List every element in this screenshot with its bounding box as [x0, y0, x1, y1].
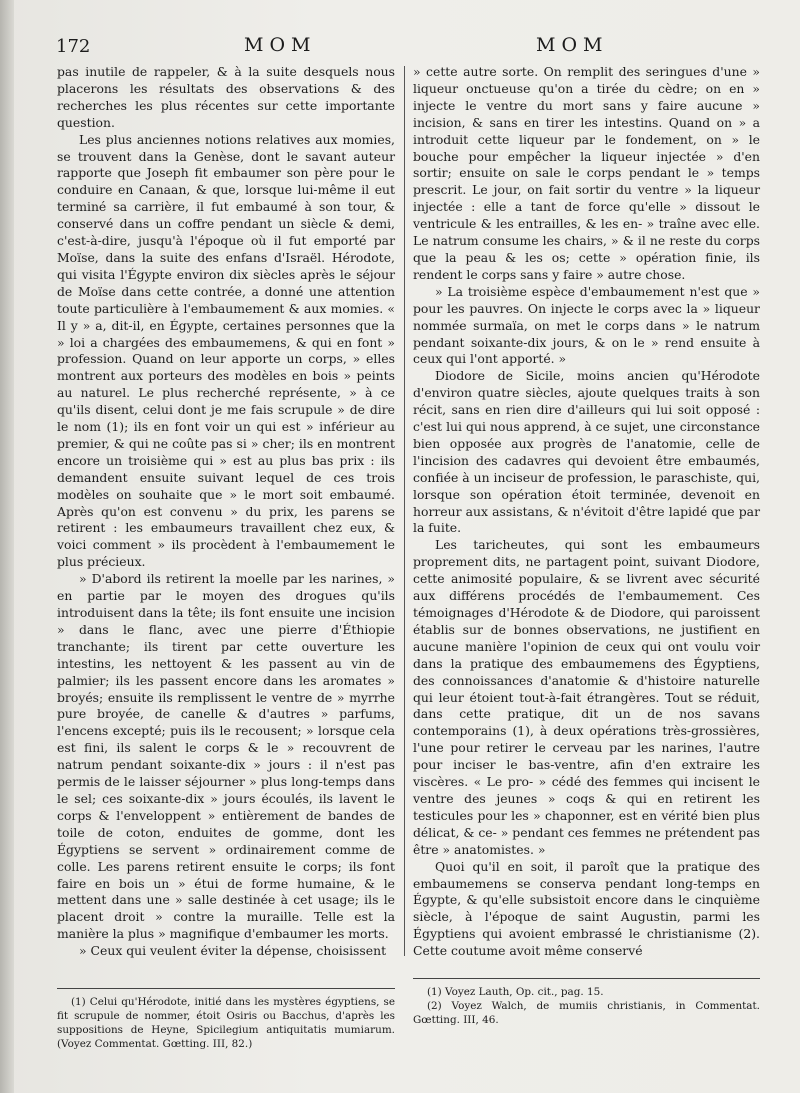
paragraph: Diodore de Sicile, moins ancien qu'Hérodote d'environ quatre siècles, ajoute quelques traits à son récit, sans en rien dire d'ailleurs qui lui soit opposé : c'est lui qui nous apprend, à ce sujet, une circonstance bien opposée aux progrès de l'anatomie, celle de l'incision des cadavres qui devoient être embaumés, confiée à un inciseur de profession, le paraschiste, qui, lorsque son opération étoit terminée, devenoit en horreur aux assistans, & n'évitoit d'être lapidé que par la fuite.	[413, 368, 760, 536]
paragraph: Les taricheutes, qui sont les embaumeurs proprement dits, ne partagent point, suivant Diodore, cette animosité populaire, & se livrent avec sécurité aux différens procédés de l'embaumement. Ces témoignages d'Hérodote & de Diodore, qui paroissent établis sur de bonnes observations, ne justifient en aucune manière l'opinion de ceux qui ont voulu voir dans la pratique des embaumemens des Égyptiens, des connoissances d'anatomie & d'histoire naturelle qui leur étoient tout-à-fait étrangères. Tout se réduit, dans cette pratique, dit un de nos savans contemporains (1), à deux opérations très-grossières, l'une pour retirer le cerveau par les narines, l'autre pour inciser le bas-ventre, afin d'en extraire les viscères. « Le pro- » cédé des femmes qui incisent le ventre des jeunes » coqs & qui en retirent les testicules pour les » chaponner, est en vérité bien plus délicat, & ce- » pendant ces femmes ne prétendent pas être » anatomistes. »	[413, 537, 760, 857]
running-head-left: MOM	[244, 34, 317, 56]
footnote: (1) Voyez Lauth, Op. cit., pag. 15.	[427, 986, 604, 998]
paragraph: » La troisième espèce d'embaumement n'est que » pour les pauvres. On injecte le corps avec la » liqueur nommée surmaïa, on met le corps dans » le natrum pendant soixante-dix jours, & on le » rend ensuite à ceux qui l'ont apporté. »	[413, 283, 760, 367]
column-divider	[404, 66, 405, 956]
paragraph: » cette autre sorte. On remplit des seringues d'une » liqueur onctueuse qu'on a tirée du cèdre; on en » injecte le ventre du mort sans y faire aucune » incision, & sans en tirer les intestins. Quand on » a introduit cette liqueur par le fondement, on » le bouche pour empêcher la liqueur injectée » d'en sortir; ensuite on sale le corps pendant le » temps prescrit. Le jour, on fait sortir du ventre » la liqueur injectée : elle a tant de force qu'elle » dissout le ventricule & les entrailles, & les en- » traîne avec elle. Le natrum consume les chairs, » & il ne reste du corps que la peau & les os; cette » opération finie, ils rendent le corps sans y faire » autre chose.	[413, 64, 760, 282]
paragraph: » Ceux qui veulent éviter la dépense, choisissent	[79, 943, 387, 959]
paragraph: Quoi qu'il en soit, il paroît que la pratique des embaumemens se conserva pendant long-temps en Égypte, & qu'elle subsistoit encore dans le cinquième siècle, à l'époque de saint Augustin, parmi les Égyptiens qui avoient embrassé le christianisme (2). Cette coutume avoit même conservé	[413, 858, 760, 959]
right-column	[413, 64, 760, 960]
footnote: (2) Voyez Walch, de mumiis christianis, in Commentat. Gœtting. III, 46.	[413, 1000, 760, 1026]
page-header	[56, 34, 740, 58]
paragraph: Les plus anciennes notions relatives aux momies, se trouvent dans la Genèse, dont le savant auteur rapporte que Joseph fit embaumer son père pour le conduire en Canaan, & que, lorsque lui-même il eut terminé sa carrière, il fut embaumé à son tour, & conservé dans un coffre pendant un siècle & demi, c'est-à-dire, jusqu'à l'époque où il fut emporté par Moïse, dans la suite des enfans d'Israël. Hérodote, qui visita l'Égypte environ dix siècles après le séjour de Moïse dans cette contrée, a donné une attention toute particulière à l'embaumement & aux momies. « Il y » a, dit-il, en Égypte, certaines personnes que la » loi a chargées des embaumemens, & qui en font » profession. Quand on leur apporte un corps, » elles montrent aux porteurs des modèles en bois » peints au naturel. Le plus recherché représente, » à ce qu'ils disent, celui dont je me fais scrupule » de dire le nom (1); ils en font voir un qui est » inférieur au premier, & qui ne coûte pas si » cher; ils en montrent encore un troisième qui » est au plus bas prix : ils demandent ensuite suivant lequel de ces trois modèles on souhaite que » le mort soit embaumé. Après qu'on est convenu » du prix, les parens se retirent : les embaumeurs travaillent chez eux, & voici comment » ils procèdent à l'embaumement le plus précieux.	[57, 131, 395, 570]
paragraph: pas inutile de rappeler, & à la suite desquels nous placerons les résultats des observations & des recherches les plus récentes sur cette importante question.	[57, 64, 395, 130]
footnotes-right	[413, 978, 760, 1027]
footnotes-left	[57, 988, 395, 1051]
running-head-right: MOM	[536, 34, 609, 56]
left-column	[57, 64, 395, 960]
footnote: (1) Celui qu'Hérodote, initié dans les mystères égyptiens, se fit scrupule de nommer, étoit Osiris ou Bacchus, d'après les suppositions de Heyne, Spicilegium antiquitatis mumiarum. (Voyez Commentat. Gœtting. III, 82.)	[57, 996, 395, 1050]
paragraph: » D'abord ils retirent la moelle par les narines, » en partie par le moyen des drogues qu'ils introduisent dans la tête; ils font ensuite une incision » dans le flanc, avec une pierre d'Éthiopie tranchante; ils tirent par cette ouverture les intestins, les nettoyent & les passent au vin de palmier; ils les passent encore dans les aromates » broyés; ensuite ils remplissent le ventre de » myrrhe pure broyée, de canelle & d'autres » parfums, l'encens excepté; puis ils le recousent; » lorsque cela est fini, ils salent le corps & le » recouvrent de natrum pendant soixante-dix » jours : il n'est pas permis de le laisser séjourner » plus long-temps dans le sel; ces soixante-dix » jours écoulés, ils lavent le corps & l'enveloppent » entièrement de bandes de toile de coton, enduites de gomme, dont les Égyptiens se servent » ordinairement comme de colle. Les parens retirent ensuite le corps; ils font faire en bois un » étui de forme humaine, & le mettent dans une » salle destinée à cet usage; ils le placent droit » contre la muraille. Telle est la manière la plus » magnifique d'embaumer les morts.	[57, 571, 395, 942]
page-number: 172	[56, 36, 91, 57]
